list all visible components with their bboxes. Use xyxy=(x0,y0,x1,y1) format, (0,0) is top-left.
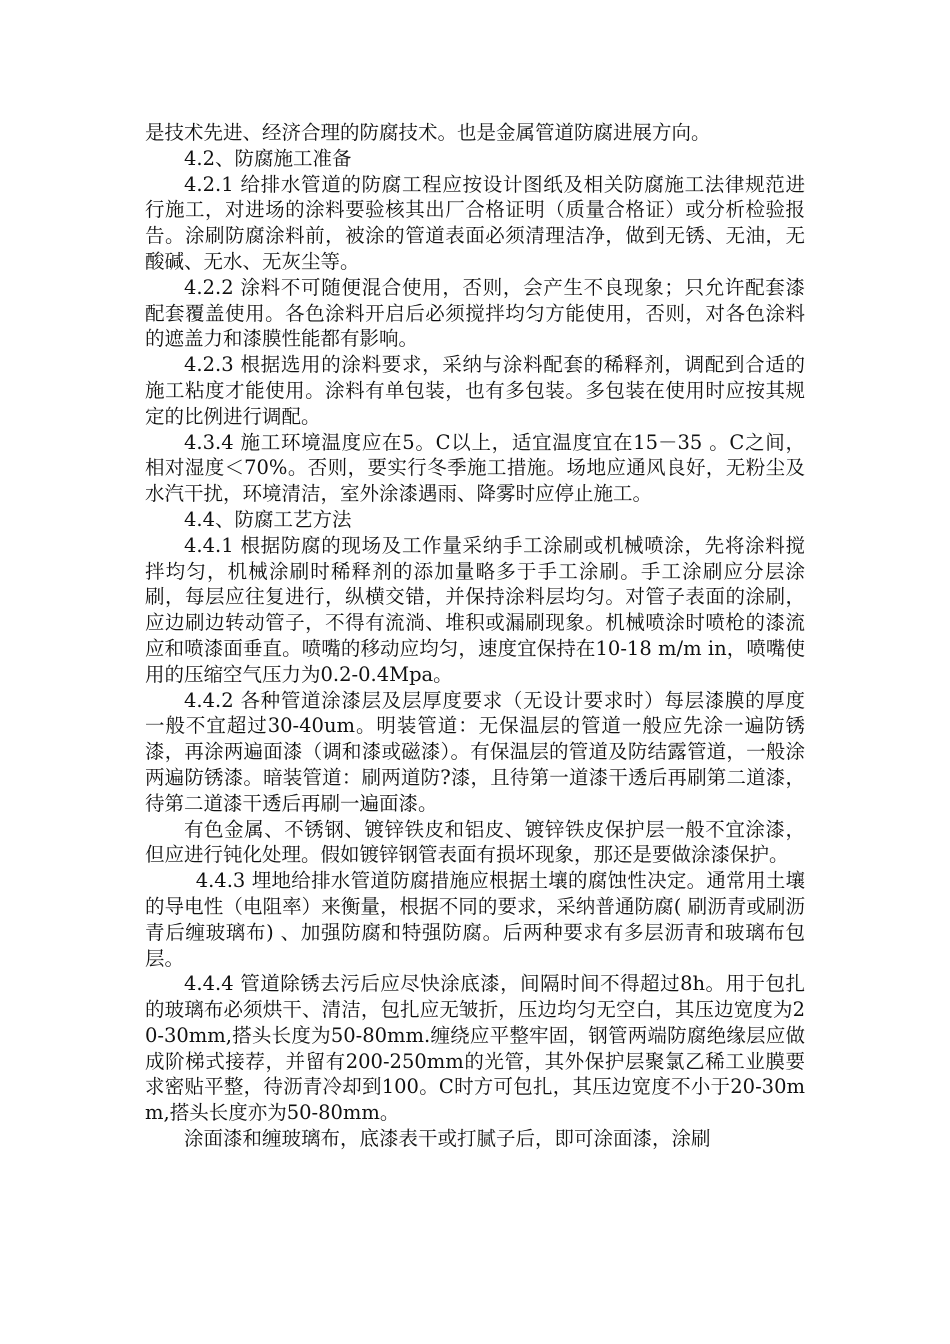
paragraph-4-4-2: 4.4.2 各种管道涂漆层及层厚度要求（无设计要求时）每层漆膜的厚度一般不宜超过30-40um。明装管道：无保温层的管道一般应先涂一遍防锈漆，再涂两遍面漆（调和漆或磁漆）。有保温层的管道及防结露管道，一般涂两遍防锈漆。暗装管道：刷两道防?漆，且待第一道漆干透后再刷第二道漆，待第二道漆干透后再刷一遍面漆。 xyxy=(145,688,805,815)
paragraph-4-3-4: 4.3.4 施工环境温度应在5。C以上，适宜温度宜在15－35 。C之间，相对湿度＜70%。否则，要实行冬季施工措施。场地应通风良好，无粉尘及水汽干扰，环境清洁，室外涂漆遇雨、降雾时应停止施工。 xyxy=(145,430,805,506)
paragraph-4-2-2: 4.2.2 涂料不可随便混合使用，否则，会产生不良现象；只允许配套漆配套覆盖使用。各色涂料开启后必须搅拌均匀方能使用，否则，对各色涂料的遮盖力和漆膜性能都有影响。 xyxy=(145,275,805,351)
paragraph-4-4-4: 4.4.4 管道除锈去污后应尽快涂底漆，间隔时间不得超过8h。用于包扎的玻璃布必须烘干、清洁，包扎应无皱折，压边均匀无空白，其压边宽度为20-30mm,搭头长度为50-80mm.缠绕应平整牢固，钢管两端防腐绝缘层应做成阶梯式接荐，并留有200-250mm的光管，其外保护层聚氯乙稀工业膜要求密贴平整，待沥青冷却到100。C时方可包扎，其压边宽度不小于20-30mm,搭头长度亦为50-80mm。 xyxy=(145,972,805,1125)
paragraph-4-4-1: 4.4.1 根据防腐的现场及工作量采纳手工涂刷或机械喷涂，先将涂料搅拌均匀，机械涂刷时稀释剂的添加量略多于手工涂刷。手工涂刷应分层涂刷，每层应往复进行，纵横交错，并保持涂料层均匀。对管子表面的涂刷，应边刷边转动管子，不得有流淌、堆积或漏刷现象。机械喷涂时喷枪的漆流应和喷漆面垂直。喷嘴的移动应均匀，速度宜保持在10-18 m/m in，喷嘴使用的压缩空气压力为0.2-0.4Mpa。 xyxy=(145,533,805,686)
section-heading-4-4: 4.4、防腐工艺方法 xyxy=(184,507,352,531)
paragraph-continuation: 是技术先进、经济合理的防腐技术。也是金属管道防腐进展方向。 xyxy=(145,121,711,144)
paragraph-4-4-3: 4.4.3 埋地给排水管道防腐措施应根据土壤的腐蚀性决定。通常用土壤的导电性（电阻率）来衡量，根据不同的要求，采纳普通防腐( 刷沥青或刷沥青后缠玻璃布) 、加强防腐和特强防腐。后两种要求有多层沥青和玻璃布包层。 xyxy=(145,869,805,970)
paragraph-4-2-3: 4.2.3 根据选用的涂料要求，采纳与涂料配套的稀释剂，调配到合适的施工粘度才能使用。涂料有单包装，也有多包装。多包装在使用时应按其规定的比例进行调配。 xyxy=(145,353,805,428)
paragraph-topcoat: 涂面漆和缠玻璃布，底漆表干或打腻子后，即可涂面漆，涂刷 xyxy=(184,1127,711,1151)
section-heading-4-2: 4.2、防腐施工准备 xyxy=(184,146,352,170)
paragraph-metals: 有色金属、不锈钢、镀锌铁皮和铝皮、镀锌铁皮保护层一般不宜涂漆，但应进行钝化处理。假如镀锌钢管表面有损坏现象，那还是要做涂漆保护。 xyxy=(145,817,805,867)
paragraph-4-2-1: 4.2.1 给排水管道的防腐工程应按设计图纸及相关防腐施工法律规范进行施工，对进场的涂料要验核其出厂合格证明（质量合格证）或分析检验报告。涂刷防腐涂料前，被涂的管道表面必须清理洁净，做到无锈、无油，无酸碱、无水、无灰尘等。 xyxy=(145,172,805,273)
document-body xyxy=(145,120,805,1152)
